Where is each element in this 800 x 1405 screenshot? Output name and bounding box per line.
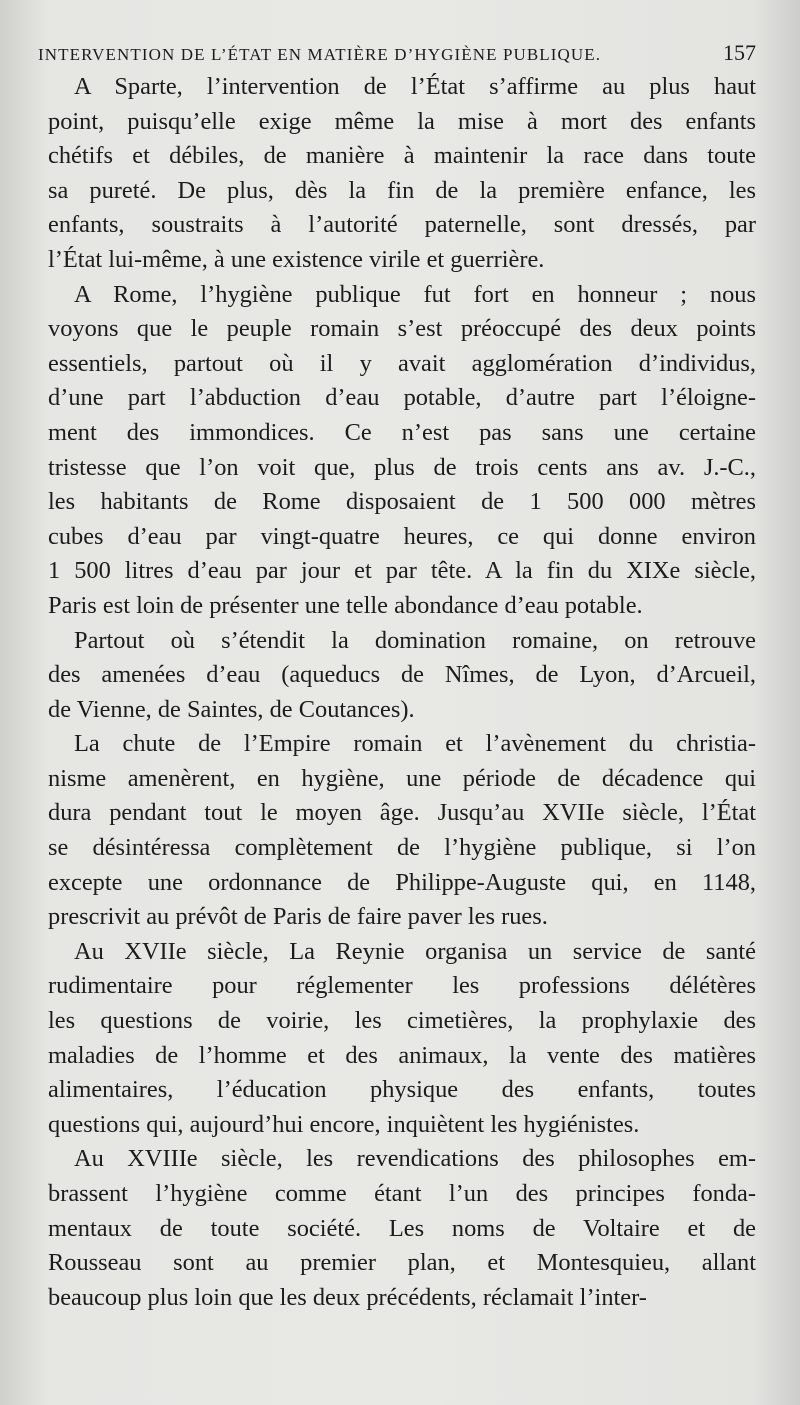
text-line: tristesse que l’on voit que, plus de trois cents ans av. J.-C., xyxy=(48,453,756,481)
text-line: nisme amenèrent, en hygiène, une période de décadence qui xyxy=(48,764,756,792)
text-line: 1 500 litres d’eau par jour et par tête. A la fin du XIXe siècle, xyxy=(48,557,756,585)
text-line: ment des immondices. Ce n’est pas sans une certaine xyxy=(48,418,756,446)
paragraph xyxy=(48,727,756,935)
text-line: maladies de l’homme et des animaux, la vente des matières xyxy=(48,1041,756,1069)
text-line: d’une part l’abduction d’eau potable, d’autre part l’éloigne- xyxy=(48,384,756,412)
text-line: A Rome, l’hygiène publique fut fort en honneur ; nous xyxy=(74,280,756,308)
text-line: questions qui, aujourd’hui encore, inquiètent les hygiénistes. xyxy=(48,1110,640,1138)
text-line: point, puisqu’elle exige même la mise à mort des enfants xyxy=(48,107,756,135)
paragraph xyxy=(48,624,756,728)
text-line: rudimentaire pour réglementer les professions délétères xyxy=(48,972,756,1000)
text-line: Rousseau sont au premier plan, et Montesquieu, allant xyxy=(48,1249,756,1277)
text-line: voyons que le peuple romain s’est préoccupé des deux points xyxy=(48,315,756,343)
running-header xyxy=(38,36,756,70)
text-line: de Vienne, de Saintes, de Coutances). xyxy=(48,695,415,723)
paragraph xyxy=(48,70,756,278)
text-line: prescrivit au prévôt de Paris de faire paver les rues. xyxy=(48,903,548,931)
text-line: alimentaires, l’éducation physique des enfants, toutes xyxy=(48,1076,756,1104)
paragraph xyxy=(48,278,756,624)
text-line: beaucoup plus loin que les deux précédents, réclamait l’inter- xyxy=(48,1283,647,1311)
running-title: INTERVENTION DE L’ÉTAT EN MATIÈRE D’HYGIÈNE PUBLIQUE. xyxy=(38,45,602,64)
text-line: des amenées d’eau (aqueducs de Nîmes, de Lyon, d’Arcueil, xyxy=(48,661,756,689)
text-line: Au XVIIIe siècle, les revendications des philosophes em- xyxy=(74,1145,756,1173)
text-line: mentaux de toute société. Les noms de Voltaire et de xyxy=(48,1214,756,1242)
paragraph xyxy=(48,1142,756,1315)
text-line: enfants, soustraits à l’autorité paternelle, sont dressés, par xyxy=(48,211,756,239)
text-line: excepte une ordonnance de Philippe-Auguste qui, en 1148, xyxy=(48,868,756,896)
text-line: dura pendant tout le moyen âge. Jusqu’au XVIIe siècle, l’État xyxy=(48,799,756,827)
text-line: cubes d’eau par vingt-quatre heures, ce qui donne environ xyxy=(48,522,756,550)
text-line: Au XVIIe siècle, La Reynie organisa un service de santé xyxy=(74,937,756,965)
text-line: brassent l’hygiène comme étant l’un des principes fonda- xyxy=(48,1180,756,1207)
text-line: A Sparte, l’intervention de l’État s’affirme au plus haut xyxy=(74,73,756,100)
text-line: La chute de l’Empire romain et l’avènement du christia- xyxy=(74,730,756,758)
text-line: l’État lui-même, à une existence virile et guerrière. xyxy=(48,245,545,273)
body-text xyxy=(48,70,756,1315)
text-line: chétifs et débiles, de manière à maintenir la race dans toute xyxy=(48,142,756,170)
text-line: sa pureté. De plus, dès la fin de la première enfance, les xyxy=(48,176,756,204)
text-line: Paris est loin de présenter une telle abondance d’eau potable. xyxy=(48,591,643,619)
paragraph xyxy=(48,935,756,1143)
text-line: Partout où s’étendit la domination romaine, on retrouve xyxy=(74,626,756,654)
text-line: essentiels, partout où il y avait agglomération d’individus, xyxy=(48,349,756,377)
text-line: les habitants de Rome disposaient de 1 500 000 mètres xyxy=(48,488,756,516)
text-line: se désintéressa complètement de l’hygiène publique, si l’on xyxy=(48,834,756,862)
text-line: les questions de voirie, les cimetières, la prophylaxie des xyxy=(48,1007,756,1035)
page-number: 157 xyxy=(723,40,756,65)
